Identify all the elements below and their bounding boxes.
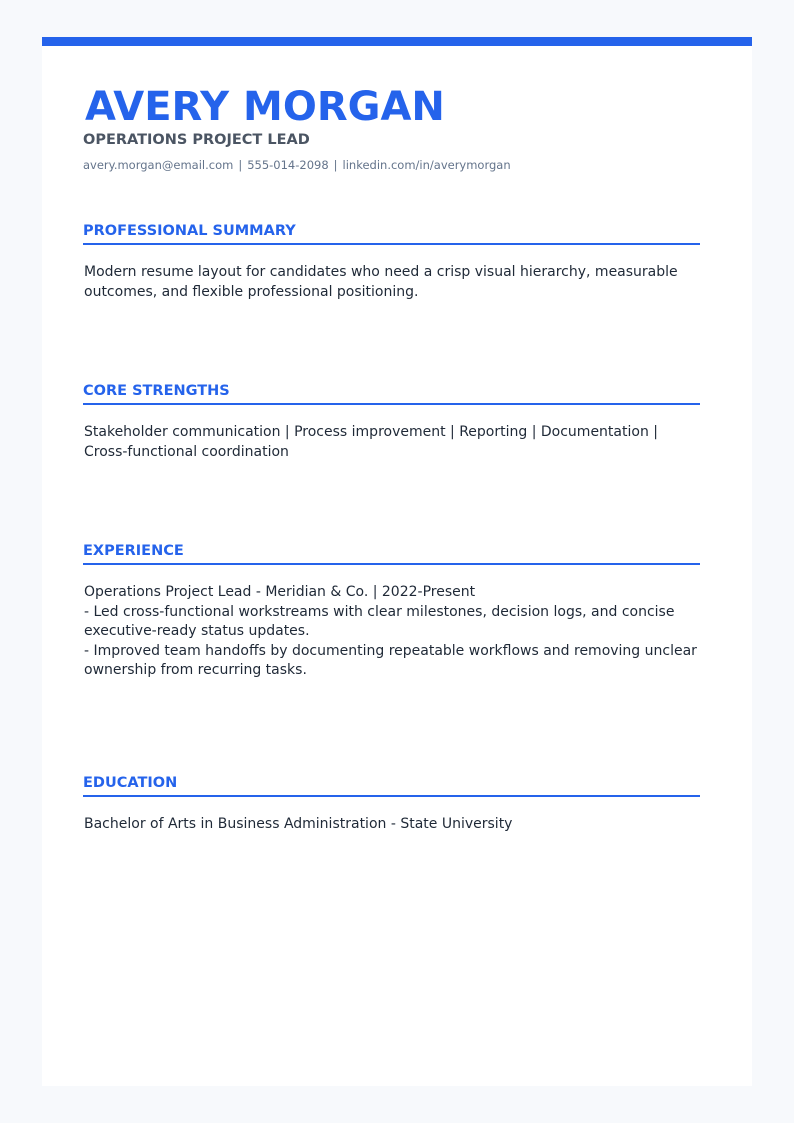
section-heading-summary: PROFESSIONAL SUMMARY [83, 222, 700, 245]
section-heading-experience: EXPERIENCE [83, 542, 700, 565]
experience-bullet: - Led cross-functional workstreams with clear milestones, decision logs, and concise executive-ready status updates. [84, 603, 675, 639]
contact-separator: | [333, 158, 338, 172]
accent-top-bar [42, 37, 752, 46]
job-title: OPERATIONS PROJECT LEAD [83, 132, 310, 148]
experience-role-line: Operations Project Lead - Meridian & Co. | 2022-Present [84, 584, 476, 600]
section-heading-education: EDUCATION [83, 774, 700, 797]
candidate-name: AVERY MORGAN [85, 84, 445, 130]
summary-text: Modern resume layout for candidates who need a crisp visual hierarchy, measurable outcomes, and flexible professional positioning. [84, 264, 678, 300]
experience-bullet: - Improved team handoffs by documenting repeatable workflows and removing unclear ownership from recurring tasks. [84, 642, 697, 678]
contact-separator: | [238, 158, 243, 172]
education-text: Bachelor of Arts in Business Administration - State University [84, 816, 513, 832]
strengths-text: Stakeholder communication | Process improvement | Reporting | Documentation | Cross-functional coordination [84, 424, 658, 460]
resume-page [42, 37, 752, 1086]
section-heading-strengths: CORE STRENGTHS [83, 382, 700, 405]
contact-phone[interactable]: 555-014-2098 [247, 158, 329, 172]
contact-linkedin[interactable]: linkedin.com/in/averymorgan [342, 158, 511, 172]
experience-body [84, 583, 699, 681]
contact-email[interactable]: avery.morgan@email.com [83, 158, 234, 172]
contact-line [83, 158, 511, 172]
